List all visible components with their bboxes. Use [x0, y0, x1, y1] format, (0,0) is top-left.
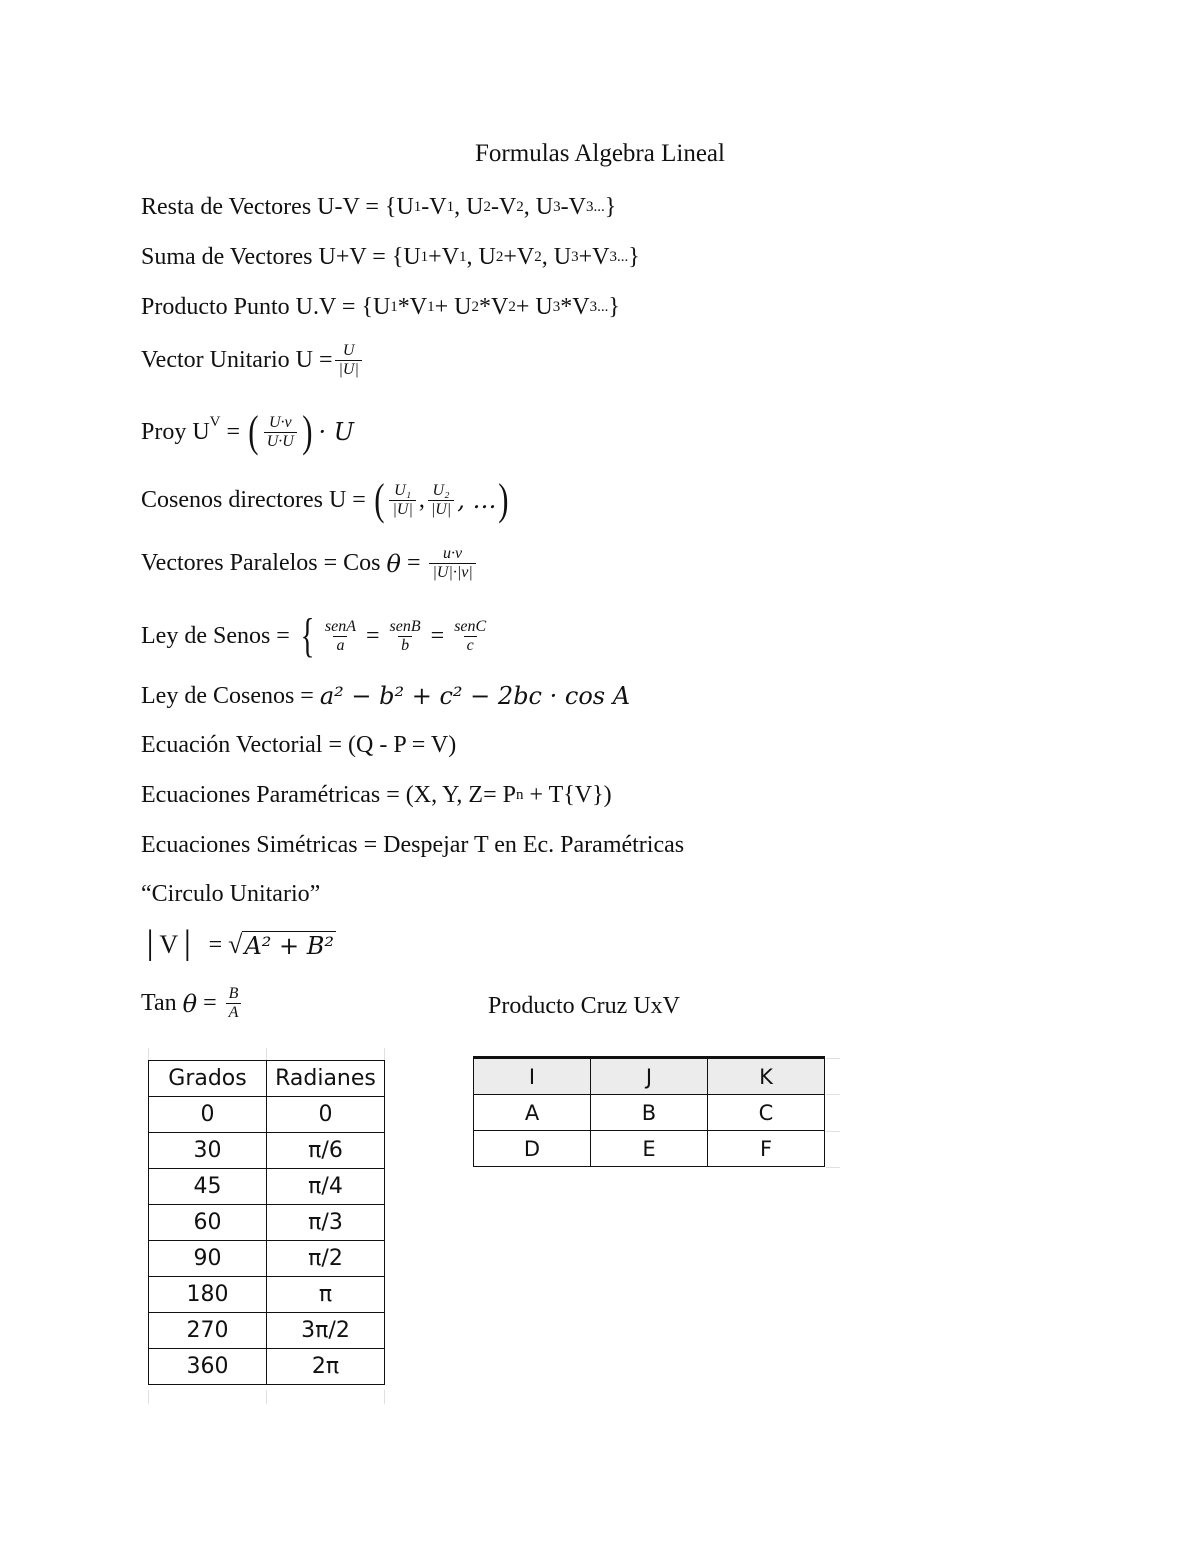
table-row: [149, 1133, 385, 1169]
formula-ley-cosenos: Ley de Cosenos = a² − b² + c² − 2bc · cos A: [141, 682, 631, 710]
grados-radianes-table: [148, 1060, 385, 1385]
table-row: [149, 1241, 385, 1277]
cell: 90: [149, 1241, 267, 1277]
formula-ecuacion-vectorial: Ecuación Vectorial = (Q - P = V): [141, 732, 457, 758]
table-row: [149, 1349, 385, 1385]
formula-vectores-paralelos: Vectores Paralelos = Cos θ = $\frac{u\cdot v}{|U|\cdot|v|}$: [141, 545, 479, 582]
cell: π/2: [267, 1241, 385, 1277]
table-header-row: [149, 1061, 385, 1097]
table-row: [149, 1313, 385, 1349]
table-row: [474, 1095, 825, 1131]
formula-resta: Resta de Vectores U-V = {U 1 -V 1 , U 2 -V 2 , U 3 -V 3... }: [141, 194, 617, 220]
cell: 0: [149, 1097, 267, 1133]
formula-vector-unitario: Vector Unitario U = $\frac{U}{|U|}$: [141, 342, 365, 379]
header-grados: Grados: [149, 1061, 267, 1097]
cell: A: [474, 1095, 591, 1131]
header-i: I: [474, 1058, 591, 1095]
cell: π: [267, 1277, 385, 1313]
producto-cruz-title: Producto Cruz UxV: [488, 993, 680, 1019]
cell: 270: [149, 1313, 267, 1349]
cell: B: [591, 1095, 708, 1131]
cell: C: [708, 1095, 825, 1131]
cell: 60: [149, 1205, 267, 1241]
formula-ley-senos: Ley de Senos = { $\frac{\text{senA}}{a}$ = $\frac{\text{senB}}{b}$ = $\frac{\text{senC}}{c}$: [141, 609, 487, 662]
circulo-unitario-heading: “Circulo Unitario”: [141, 881, 321, 907]
cell: 0: [267, 1097, 385, 1133]
cell: 3π/2: [267, 1313, 385, 1349]
producto-cruz-table: [473, 1056, 825, 1167]
formula-proyeccion: Proy U $^V$ = ( $\frac{U\cdot v}{U\cdot U}$ ) · U: [141, 407, 354, 456]
cell: E: [591, 1131, 708, 1167]
formula-magnitud: │V│ = √ A² + B²: [141, 930, 335, 960]
cell: π/4: [267, 1169, 385, 1205]
cell: F: [708, 1131, 825, 1167]
cell: π/6: [267, 1133, 385, 1169]
cell: 2π: [267, 1349, 385, 1385]
cell: π/3: [267, 1205, 385, 1241]
cell: D: [474, 1131, 591, 1167]
cell: 30: [149, 1133, 267, 1169]
table-row: [149, 1277, 385, 1313]
page-title: Formulas Algebra Lineal: [475, 140, 725, 167]
header-radianes: Radianes: [267, 1061, 385, 1097]
fraction: $\frac{U}{|U|}$: [335, 342, 361, 379]
formula-ecuaciones-simetricas: Ecuaciones Simétricas = Despejar T en Ec. Paramétricas: [141, 832, 685, 858]
cell: 360: [149, 1349, 267, 1385]
table-row: [149, 1097, 385, 1133]
table-header-row: [474, 1058, 825, 1095]
header-j: J: [591, 1058, 708, 1095]
table-row: [149, 1205, 385, 1241]
header-k: K: [708, 1058, 825, 1095]
formula-ecuaciones-parametricas: Ecuaciones Paramétricas = (X, Y, Z= P n + T{V}): [141, 782, 612, 808]
formula-suma: Suma de Vectores U+V = {U 1 +V 1 , U 2 +V 2 , U 3 +V 3... }: [141, 244, 640, 270]
table-row: [149, 1169, 385, 1205]
formula-tangente: Tan θ = $\frac{B}{A}$: [141, 985, 244, 1022]
formula-cosenos-directores: Cosenos directores U = ( $\frac{\text{U₁}}{|U|}$ , $\frac{\text{U₂}}{|U|}$ , … ): [141, 475, 509, 524]
table-row: [474, 1131, 825, 1167]
formula-producto-punto: Producto Punto U.V = {U 1 *V 1 + U 2 *V 2 + U 3 *V 3... }: [141, 294, 620, 320]
cell: 45: [149, 1169, 267, 1205]
cell: 180: [149, 1277, 267, 1313]
